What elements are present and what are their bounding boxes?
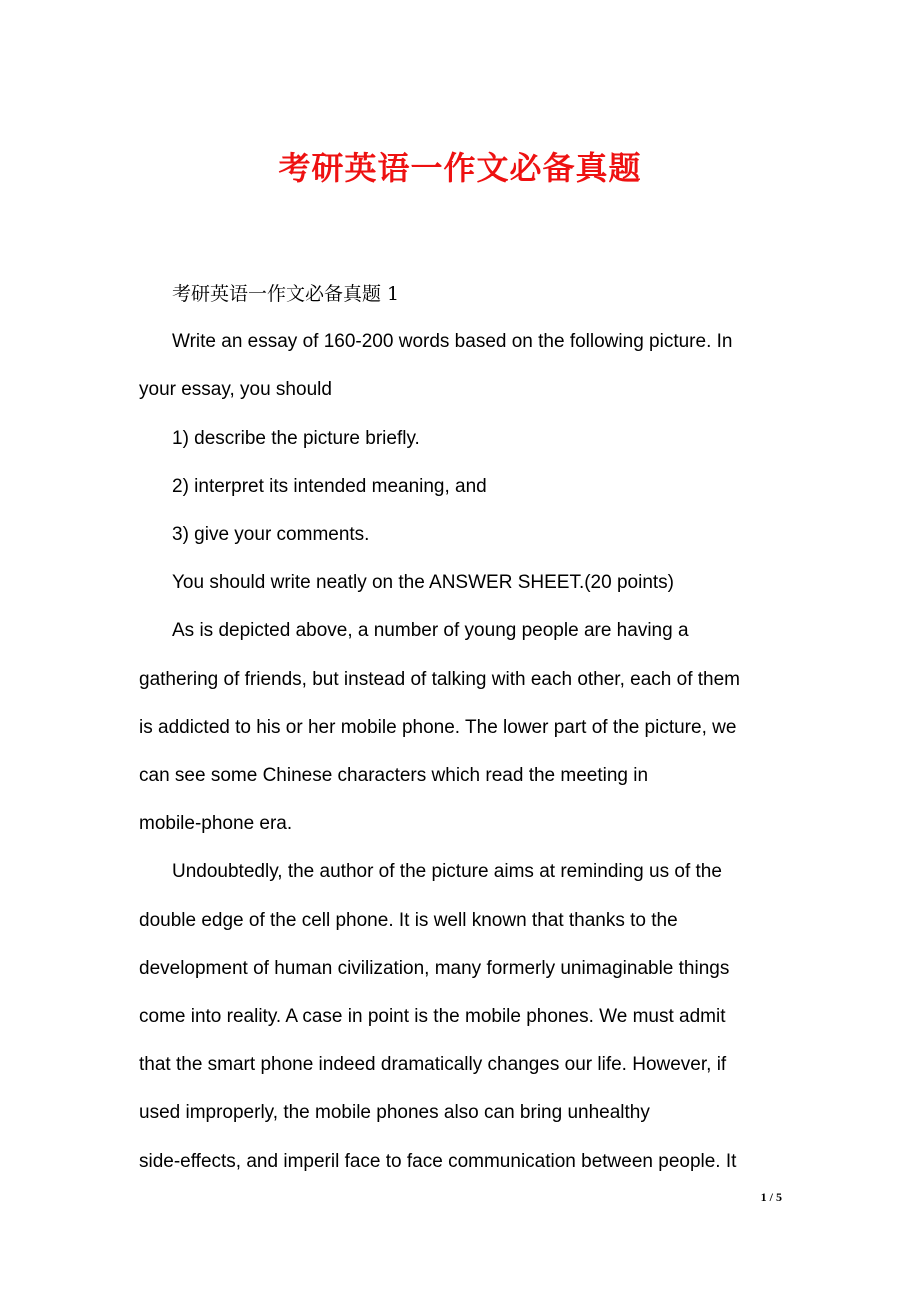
body-line: gathering of friends, but instead of talking with each other, each of them xyxy=(139,668,740,690)
document-title: 考研英语一作文必备真题 xyxy=(278,149,642,187)
page-number: 1 / 5 xyxy=(760,1190,782,1204)
body-line: mobile-phone era. xyxy=(139,813,293,835)
body-line: 2) interpret its intended meaning, and xyxy=(172,475,487,497)
body-line: double edge of the cell phone. It is well known that thanks to the xyxy=(139,909,678,931)
body-line: 3) give your comments. xyxy=(172,524,370,546)
body-line: is addicted to his or her mobile phone. The lower part of the picture, we xyxy=(139,716,737,738)
section-heading: 考研英语一作文必备真题 1 xyxy=(172,283,400,305)
body-line: side-effects, and imperil face to face communication between people. It xyxy=(139,1150,737,1172)
body-line: used improperly, the mobile phones also can bring unhealthy xyxy=(139,1102,650,1124)
body-line: Write an essay of 160-200 words based on the following picture. In xyxy=(172,331,733,353)
body-line: come into reality. A case in point is the mobile phones. We must admit xyxy=(139,1006,726,1028)
body-line: You should write neatly on the ANSWER SHEET.(20 points) xyxy=(172,572,674,594)
body-line: As is depicted above, a number of young people are having a xyxy=(172,620,689,642)
body-line: 1) describe the picture briefly. xyxy=(172,427,420,449)
document-body xyxy=(139,270,781,1186)
body-line: Undoubtedly, the author of the picture aims at reminding us of the xyxy=(172,861,722,883)
body-line: development of human civilization, many formerly unimaginable things xyxy=(139,957,730,979)
body-line: that the smart phone indeed dramatically changes our life. However, if xyxy=(139,1054,727,1076)
body-line: your essay, you should xyxy=(139,379,332,401)
body-line: can see some Chinese characters which read the meeting in xyxy=(139,765,649,787)
